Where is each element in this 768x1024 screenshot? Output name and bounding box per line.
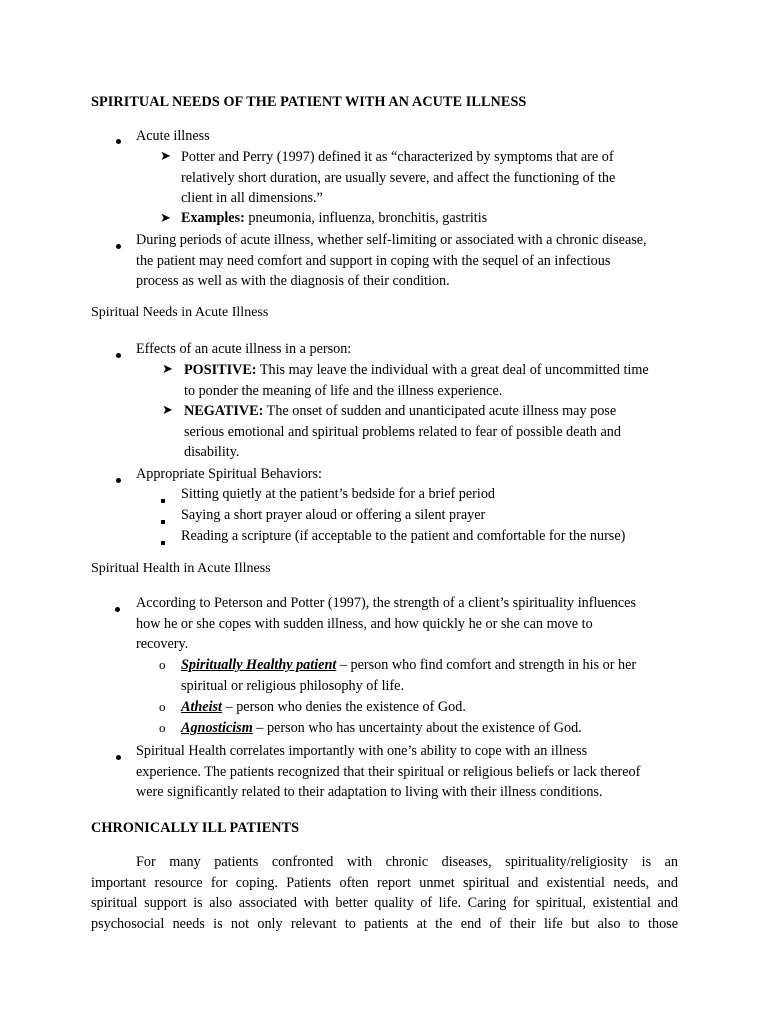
acute-periods-line: process as well as with the diagnosis of their condition. <box>136 273 450 290</box>
chronic-line: psychosocial needs is not only relevant to patients at the end of their life but also to those <box>91 915 678 932</box>
according-paragraph <box>136 593 696 655</box>
circle-bullet: o <box>159 699 166 714</box>
acute-definition-line: Potter and Perry (1997) defined it as “characterized by symptoms that are of <box>181 149 614 165</box>
correlates-line: were significantly related to their adaptation to living with their illness conditions. <box>136 784 603 801</box>
bullet-dot <box>115 600 120 617</box>
bullet-dot <box>116 471 121 488</box>
positive-text-line: to ponder the meaning of life and the illness experience. <box>184 382 503 399</box>
chronic-line: For many patients confronted with chronic diseases, spirituality/religiosity is an <box>136 854 678 870</box>
chronic-line: spiritual support is also associated with better quality of life. Caring for spiritual, existential and <box>91 895 678 912</box>
healthy-definition <box>181 655 681 696</box>
examples-label: Examples: <box>181 210 245 226</box>
atheist-text: – person who denies the existence of God. <box>222 699 466 715</box>
bullet-dot <box>116 748 121 765</box>
acute-definition <box>181 147 681 209</box>
acute-periods <box>136 230 696 292</box>
square-bullet <box>161 512 165 529</box>
bullet-dot <box>116 346 121 363</box>
healthy-text: – person who find comfort and strength in his or her <box>336 657 637 673</box>
examples-text: pneumonia, influenza, bronchitis, gastritis <box>244 210 488 226</box>
negative-label: NEGATIVE: <box>184 403 264 419</box>
arrow-bullet-icon: ➤ <box>162 402 173 417</box>
agnosticism-term: Agnosticism <box>181 720 253 736</box>
acute-periods-line: the patient may need comfort and support in coping with the sequel of an infectious <box>136 252 611 269</box>
agnosticism-text: – person who has uncertainty about the existence of God. <box>252 720 582 736</box>
document-title: SPIRITUAL NEEDS OF THE PATIENT WITH AN ACUTE ILLNESS <box>91 94 527 110</box>
according-line: According to Peterson and Potter (1997), the strength of a client’s spirituality influences <box>136 595 636 611</box>
bullet-dot <box>116 132 121 149</box>
acute-periods-line: During periods of acute illness, whether self-limiting or associated with a chronic disease, <box>136 232 647 248</box>
bullet-acute-illness: Acute illness <box>136 128 210 144</box>
healthy-text-line: spiritual or religious philosophy of life. <box>181 677 405 694</box>
chronic-line: important resource for coping. Patients often report unmet spiritual and existential needs, and <box>91 874 678 891</box>
according-line: how he or she copes with sudden illness, and how quickly he or she can move to <box>136 615 593 632</box>
acute-definition-line: client in all dimensions.” <box>181 190 323 207</box>
arrow-bullet-icon: ➤ <box>160 210 171 225</box>
chronic-heading: CHRONICALLY ILL PATIENTS <box>91 820 300 836</box>
negative-text: The onset of sudden and unanticipated acute illness may pose <box>263 403 617 419</box>
subheading-spiritual-needs: Spiritual Needs in Acute Illness <box>91 305 269 320</box>
acute-examples <box>181 208 487 229</box>
circle-bullet: o <box>159 657 166 672</box>
square-bullet <box>161 533 165 550</box>
circle-bullet: o <box>159 720 166 735</box>
correlates-line: Spiritual Health correlates importantly with one’s ability to cope with an illness <box>136 743 588 759</box>
negative-effect <box>184 401 684 463</box>
bullet-effects: Effects of an acute illness in a person: <box>136 341 352 357</box>
positive-effect <box>184 360 684 401</box>
acute-definition-line: relatively short duration, are usually severe, and affect the functioning of the <box>181 169 616 186</box>
arrow-bullet-icon: ➤ <box>160 148 171 163</box>
according-line: recovery. <box>136 636 189 653</box>
bullet-behaviors: Appropriate Spiritual Behaviors: <box>136 466 322 482</box>
behavior-item: Reading a scripture (if acceptable to the patient and comfortable for the nurse) <box>181 528 626 544</box>
positive-text: This may leave the individual with a great deal of uncommitted time <box>256 362 649 378</box>
correlates-paragraph <box>136 741 696 803</box>
negative-text-line: disability. <box>184 444 240 461</box>
agnosticism-definition <box>181 718 582 739</box>
chronic-paragraph <box>91 852 678 934</box>
square-bullet <box>161 491 165 508</box>
healthy-term: Spiritually Healthy patient <box>181 657 337 673</box>
arrow-bullet-icon: ➤ <box>162 361 173 376</box>
bullet-dot <box>116 237 121 254</box>
correlates-line: experience. The patients recognized that their spiritual or religious beliefs or lack thereof <box>136 763 641 780</box>
behavior-item: Saying a short prayer aloud or offering a silent prayer <box>181 507 486 523</box>
positive-label: POSITIVE: <box>184 362 257 378</box>
negative-text-line: serious emotional and spiritual problems related to fear of possible death and <box>184 423 621 440</box>
behavior-item: Sitting quietly at the patient’s bedside for a brief period <box>181 486 496 502</box>
atheist-definition <box>181 697 466 718</box>
atheist-term: Atheist <box>181 699 222 715</box>
subheading-spiritual-health: Spiritual Health in Acute Illness <box>91 561 271 576</box>
